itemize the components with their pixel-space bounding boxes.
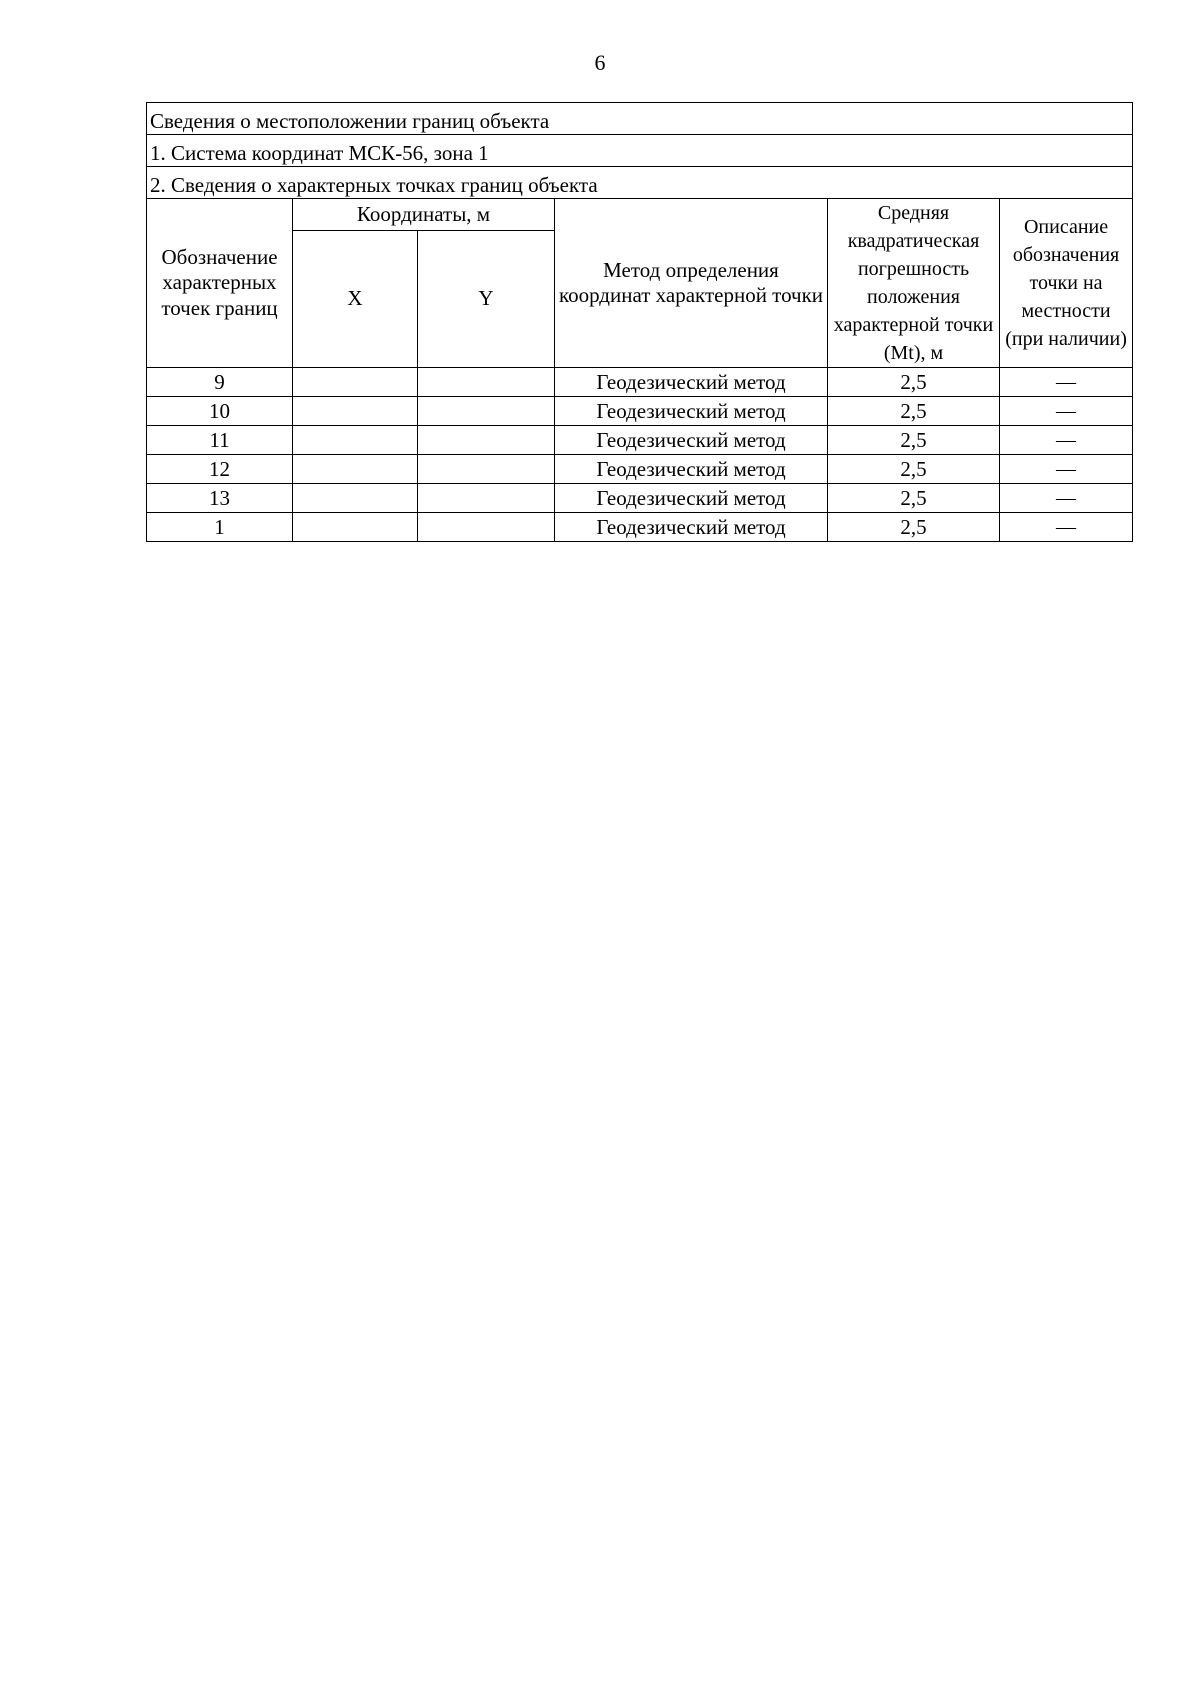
table-row — [147, 513, 1133, 542]
cell-point: 12 — [147, 455, 293, 484]
cell-y — [418, 368, 555, 397]
table-row — [147, 455, 1133, 484]
cell-x — [293, 397, 418, 426]
header-accuracy: Средняя квадратическая погрешность положения характерной точки (Mt), м — [828, 199, 1000, 368]
page-number: 6 — [594, 50, 606, 75]
cell-method: Геодезический метод — [555, 455, 828, 484]
header-point-designation: Обозначение характерных точек границ — [147, 199, 293, 368]
points-title-row — [147, 167, 1133, 199]
section-title: Сведения о местоположении границ объекта — [147, 103, 1133, 135]
cell-point: 9 — [147, 368, 293, 397]
section-title-row — [147, 103, 1133, 135]
points-title: 2. Сведения о характерных точках границ объекта — [147, 167, 1133, 199]
table-row — [147, 368, 1133, 397]
header-method: Метод определения координат характерной точки — [555, 199, 828, 368]
header-x: X — [293, 231, 418, 368]
cell-method: Геодезический метод — [555, 513, 828, 542]
coordinate-system: 1. Система координат МСК-56, зона 1 — [147, 135, 1133, 167]
cell-x — [293, 455, 418, 484]
cell-method: Геодезический метод — [555, 397, 828, 426]
cell-x — [293, 368, 418, 397]
cell-description: — — [1000, 368, 1133, 397]
cell-accuracy: 2,5 — [828, 397, 1000, 426]
boundary-points-table — [146, 102, 1133, 542]
cell-point: 13 — [147, 484, 293, 513]
cell-description: — — [1000, 426, 1133, 455]
header-coordinates: Координаты, м — [293, 199, 555, 231]
cell-point: 1 — [147, 513, 293, 542]
cell-x — [293, 484, 418, 513]
cell-method: Геодезический метод — [555, 368, 828, 397]
cell-x — [293, 426, 418, 455]
cell-description: — — [1000, 397, 1133, 426]
column-header-row — [147, 199, 1133, 231]
cell-accuracy: 2,5 — [828, 426, 1000, 455]
coordinate-system-row — [147, 135, 1133, 167]
cell-y — [418, 397, 555, 426]
cell-y — [418, 455, 555, 484]
cell-y — [418, 484, 555, 513]
header-y: Y — [418, 231, 555, 368]
cell-point: 10 — [147, 397, 293, 426]
cell-accuracy: 2,5 — [828, 368, 1000, 397]
cell-accuracy: 2,5 — [828, 484, 1000, 513]
cell-method: Геодезический метод — [555, 484, 828, 513]
table-row — [147, 484, 1133, 513]
table-row — [147, 397, 1133, 426]
cell-description: — — [1000, 484, 1133, 513]
cell-x — [293, 513, 418, 542]
table-row — [147, 426, 1133, 455]
cell-accuracy: 2,5 — [828, 513, 1000, 542]
cell-description: — — [1000, 455, 1133, 484]
cell-point: 11 — [147, 426, 293, 455]
cell-y — [418, 426, 555, 455]
cell-description: — — [1000, 513, 1133, 542]
cell-method: Геодезический метод — [555, 426, 828, 455]
header-description: Описание обозначения точки на местности (при наличии) — [1000, 199, 1133, 368]
cell-y — [418, 513, 555, 542]
cell-accuracy: 2,5 — [828, 455, 1000, 484]
